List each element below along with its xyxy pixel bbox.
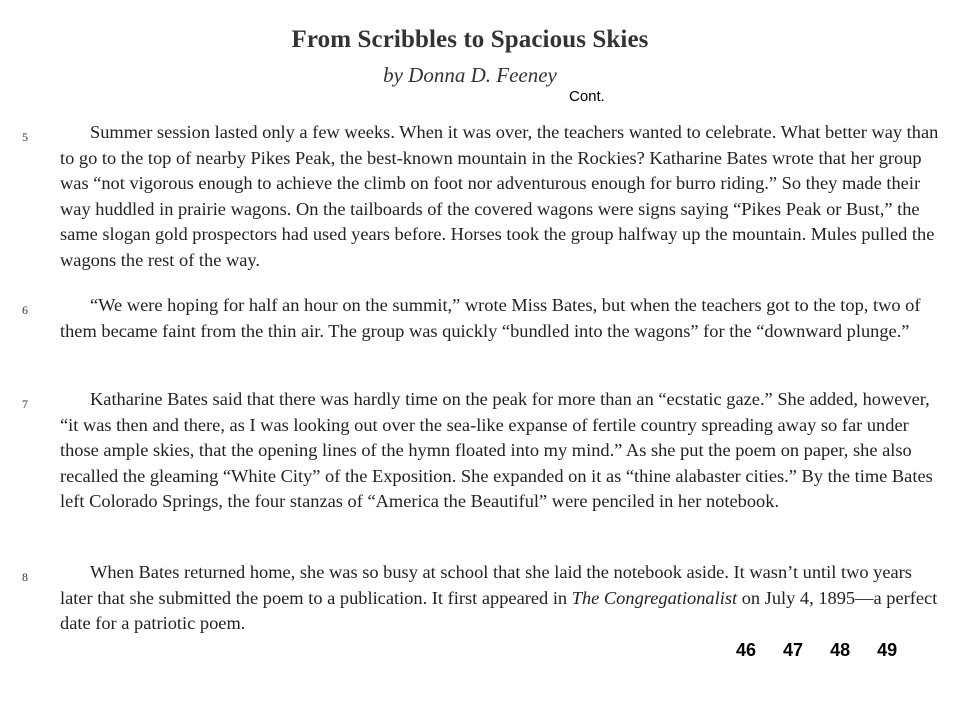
paragraph-8 xyxy=(60,560,940,637)
paragraph-6: “We were hoping for half an hour on the summit,” wrote Miss Bates, but when the teachers got to the top, two of them became faint from the thin air. The group was quickly “bundled into the wagons” for the “downward plunge.” xyxy=(60,295,921,341)
publication-title: The Congregationalist xyxy=(571,587,738,608)
paragraph-number-7: 7 xyxy=(22,397,28,411)
paragraph-number-6: 6 xyxy=(22,303,28,317)
page-number-48[interactable]: 48 xyxy=(830,640,851,660)
page-number-47[interactable]: 47 xyxy=(783,640,804,660)
page-number-list xyxy=(736,640,897,661)
paragraph-7: Katharine Bates said that there was hardly time on the peak for more than an “ecstatic gaze.” She added, however, “it was then and there, as I was looking out over the sea-like expanse of fertile country spreading away so far under those ample skies, that the opening lines of the hymn floated into my mind.” As she put the poem on paper, she also recalled the gleaming “White City” of the Exposition. She expanded on it as “thine alabaster cities.” By the time Bates left Colorado Springs, the four stanzas of “America the Beautiful” were penciled in her notebook. xyxy=(60,389,933,511)
paragraph-8-text-end: on July 4, 1895—a perfect date for a patriotic poem. xyxy=(60,587,938,633)
paragraph-5: Summer session lasted only a few weeks. When it was over, the teachers wanted to celebrate. What better way than to go to the top of nearby Pikes Peak, the best-known mountain in the Rockies? Katharine Bates wrote that her group was “not vigorous enough to achieve the climb on foot nor adventurous enough for burro riding.” So they made their way huddled in prairie wagons. On the tailboards of the covered wagons were signs saying “Pikes Peak or Bust,” the same slogan gold prospectors had used years before. Horses took the group halfway up the mountain. Mules pulled the wagons the rest of the way. xyxy=(60,122,939,270)
page-number-49[interactable]: 49 xyxy=(877,640,898,660)
page-number-46[interactable]: 46 xyxy=(736,640,757,660)
author-byline: by Donna D. Feeney xyxy=(383,63,557,87)
paragraph-8-text-start: When Bates returned home, she was so busy at school that she laid the notebook aside. It wasn’t until two years later that she submitted the poem to a publication. It first appeared in xyxy=(60,562,912,608)
paragraph-number-5: 5 xyxy=(22,130,28,144)
continued-label: Cont. xyxy=(569,88,605,105)
paragraph-number-8: 8 xyxy=(22,570,28,584)
passage-title: From Scribbles to Spacious Skies xyxy=(291,26,649,53)
